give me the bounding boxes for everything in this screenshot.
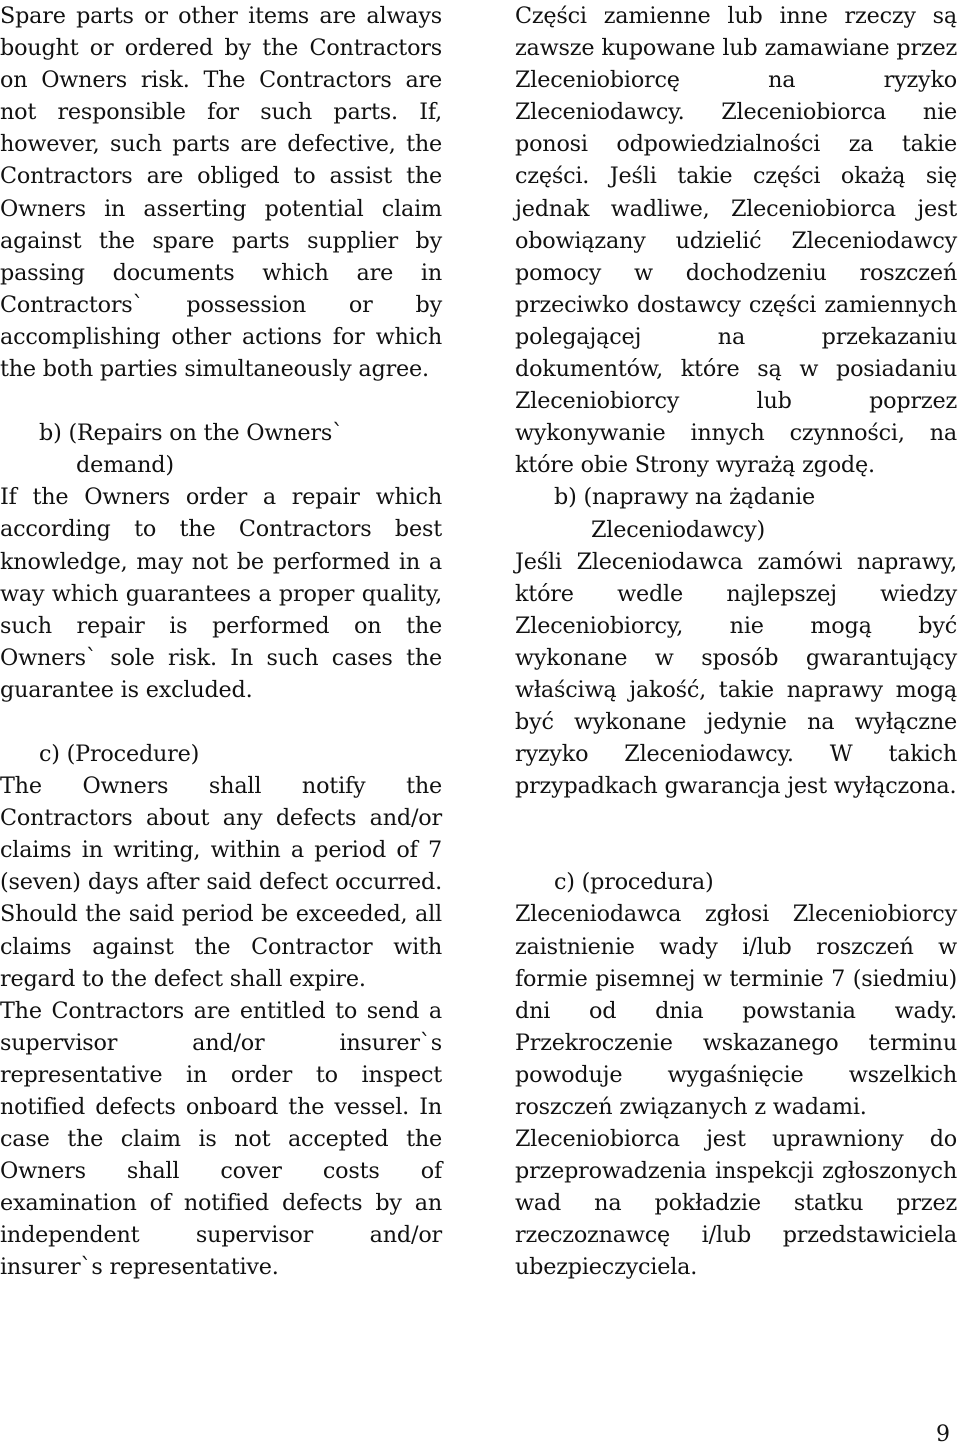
paragraph-spacer xyxy=(515,802,957,834)
paragraph-spacer xyxy=(0,706,442,738)
spare-parts-paragraph-en: Spare parts or other items are always bought or ordered by the Contractors on Owners risk. The Contractors are not responsible for such parts. If, however, such parts are defective, the Contractors are obliged to assist the Owners in asserting potential claim against the spare parts supplier by passing documents which are in Contractors` possession or by accomplishing other actions for which the both parties simultaneously agree. xyxy=(0,3,442,383)
section-c-heading-en: c) (Procedure) xyxy=(39,740,200,767)
section-c-heading-pl: c) (procedura) xyxy=(554,869,714,896)
inspection-paragraph-pl: Zleceniobiorca jest uprawniony do przeprowadzenia inspekcji zgłoszonych wad na pokładzie statku przez rzeczoznawcę i/lub przedstawiciela ubezpieczyciela. xyxy=(515,1126,957,1281)
repairs-paragraph-en: If the Owners order a repair which according to the Contractors best knowledge, may not be performed in a way which guarantees a proper quality, such repair is performed on the Owners` sole risk. In such cases the guarantee is excluded. xyxy=(0,484,442,703)
english-column xyxy=(0,0,442,1284)
paragraph-spacer xyxy=(0,385,442,417)
notification-paragraph-en: The Owners shall notify the Contractors about any defects and/or claims in writing, within a period of 7 (seven) days after said defect occurred. Should the said period be exceeded, all claims against the Contractor with regard to the defect shall expire. xyxy=(0,773,442,992)
polish-column xyxy=(515,0,957,1284)
spare-parts-paragraph-pl: Części zamienne lub inne rzeczy są zawsze kupowane lub zamawiane przez Zleceniobiorcę na ryzyko Zleceniodawcy. Zleceniobiorca nie ponosi odpowiedzialności za takie części. Jeśli takie części okażą się jednak wadliwe, Zleceniobiorca jest obowiązany udzielić Zleceniodawcy pomocy w dochodzeniu roszczeń przeciwko dostawcy części zamiennych polegającej na przekazaniu dokumentów, które są w posiadaniu Zleceniobiorcy lub poprzez wykonywanie innych czynności, na które obie Strony wyrażą zgodę. xyxy=(515,3,957,479)
inspection-paragraph-en: The Contractors are entitled to send a supervisor and/or insurer`s representative in order to inspect notified defects onboard the vessel. In case the claim is not accepted the Owners shall cover costs of examination of notified defects by an independent supervisor and/or insurer`s representative. xyxy=(0,997,442,1281)
page-number: 9 xyxy=(936,1422,950,1447)
paragraph-spacer xyxy=(515,834,957,866)
notification-paragraph-pl: Zleceniodawca zgłosi Zleceniobiorcy zaistnienie wady i/lub roszczeń w formie pisemnej w terminie 7 (siedmiu) dni od dnia powstania wady. Przekroczenie wskazanego terminu powoduje wygaśnięcie wszelkich roszczeń związanych z wadami. xyxy=(515,901,957,1120)
section-b-heading-pl: b) (naprawy na żądanie Zleceniodawcy) xyxy=(554,484,816,543)
section-b-heading-en: b) (Repairs on the Owners` demand) xyxy=(39,420,344,479)
repairs-paragraph-pl: Jeśli Zleceniodawca zamówi naprawy, które wedle najlepszej wiedzy Zleceniobiorcy, nie mogą być wykonane w sposób gwarantujący właściwą jakość, takie naprawy mogą być wykonane jedynie na wyłączne ryzyko Zleceniodawcy. W takich przypadkach gwarancja jest wyłączona. xyxy=(515,548,957,800)
